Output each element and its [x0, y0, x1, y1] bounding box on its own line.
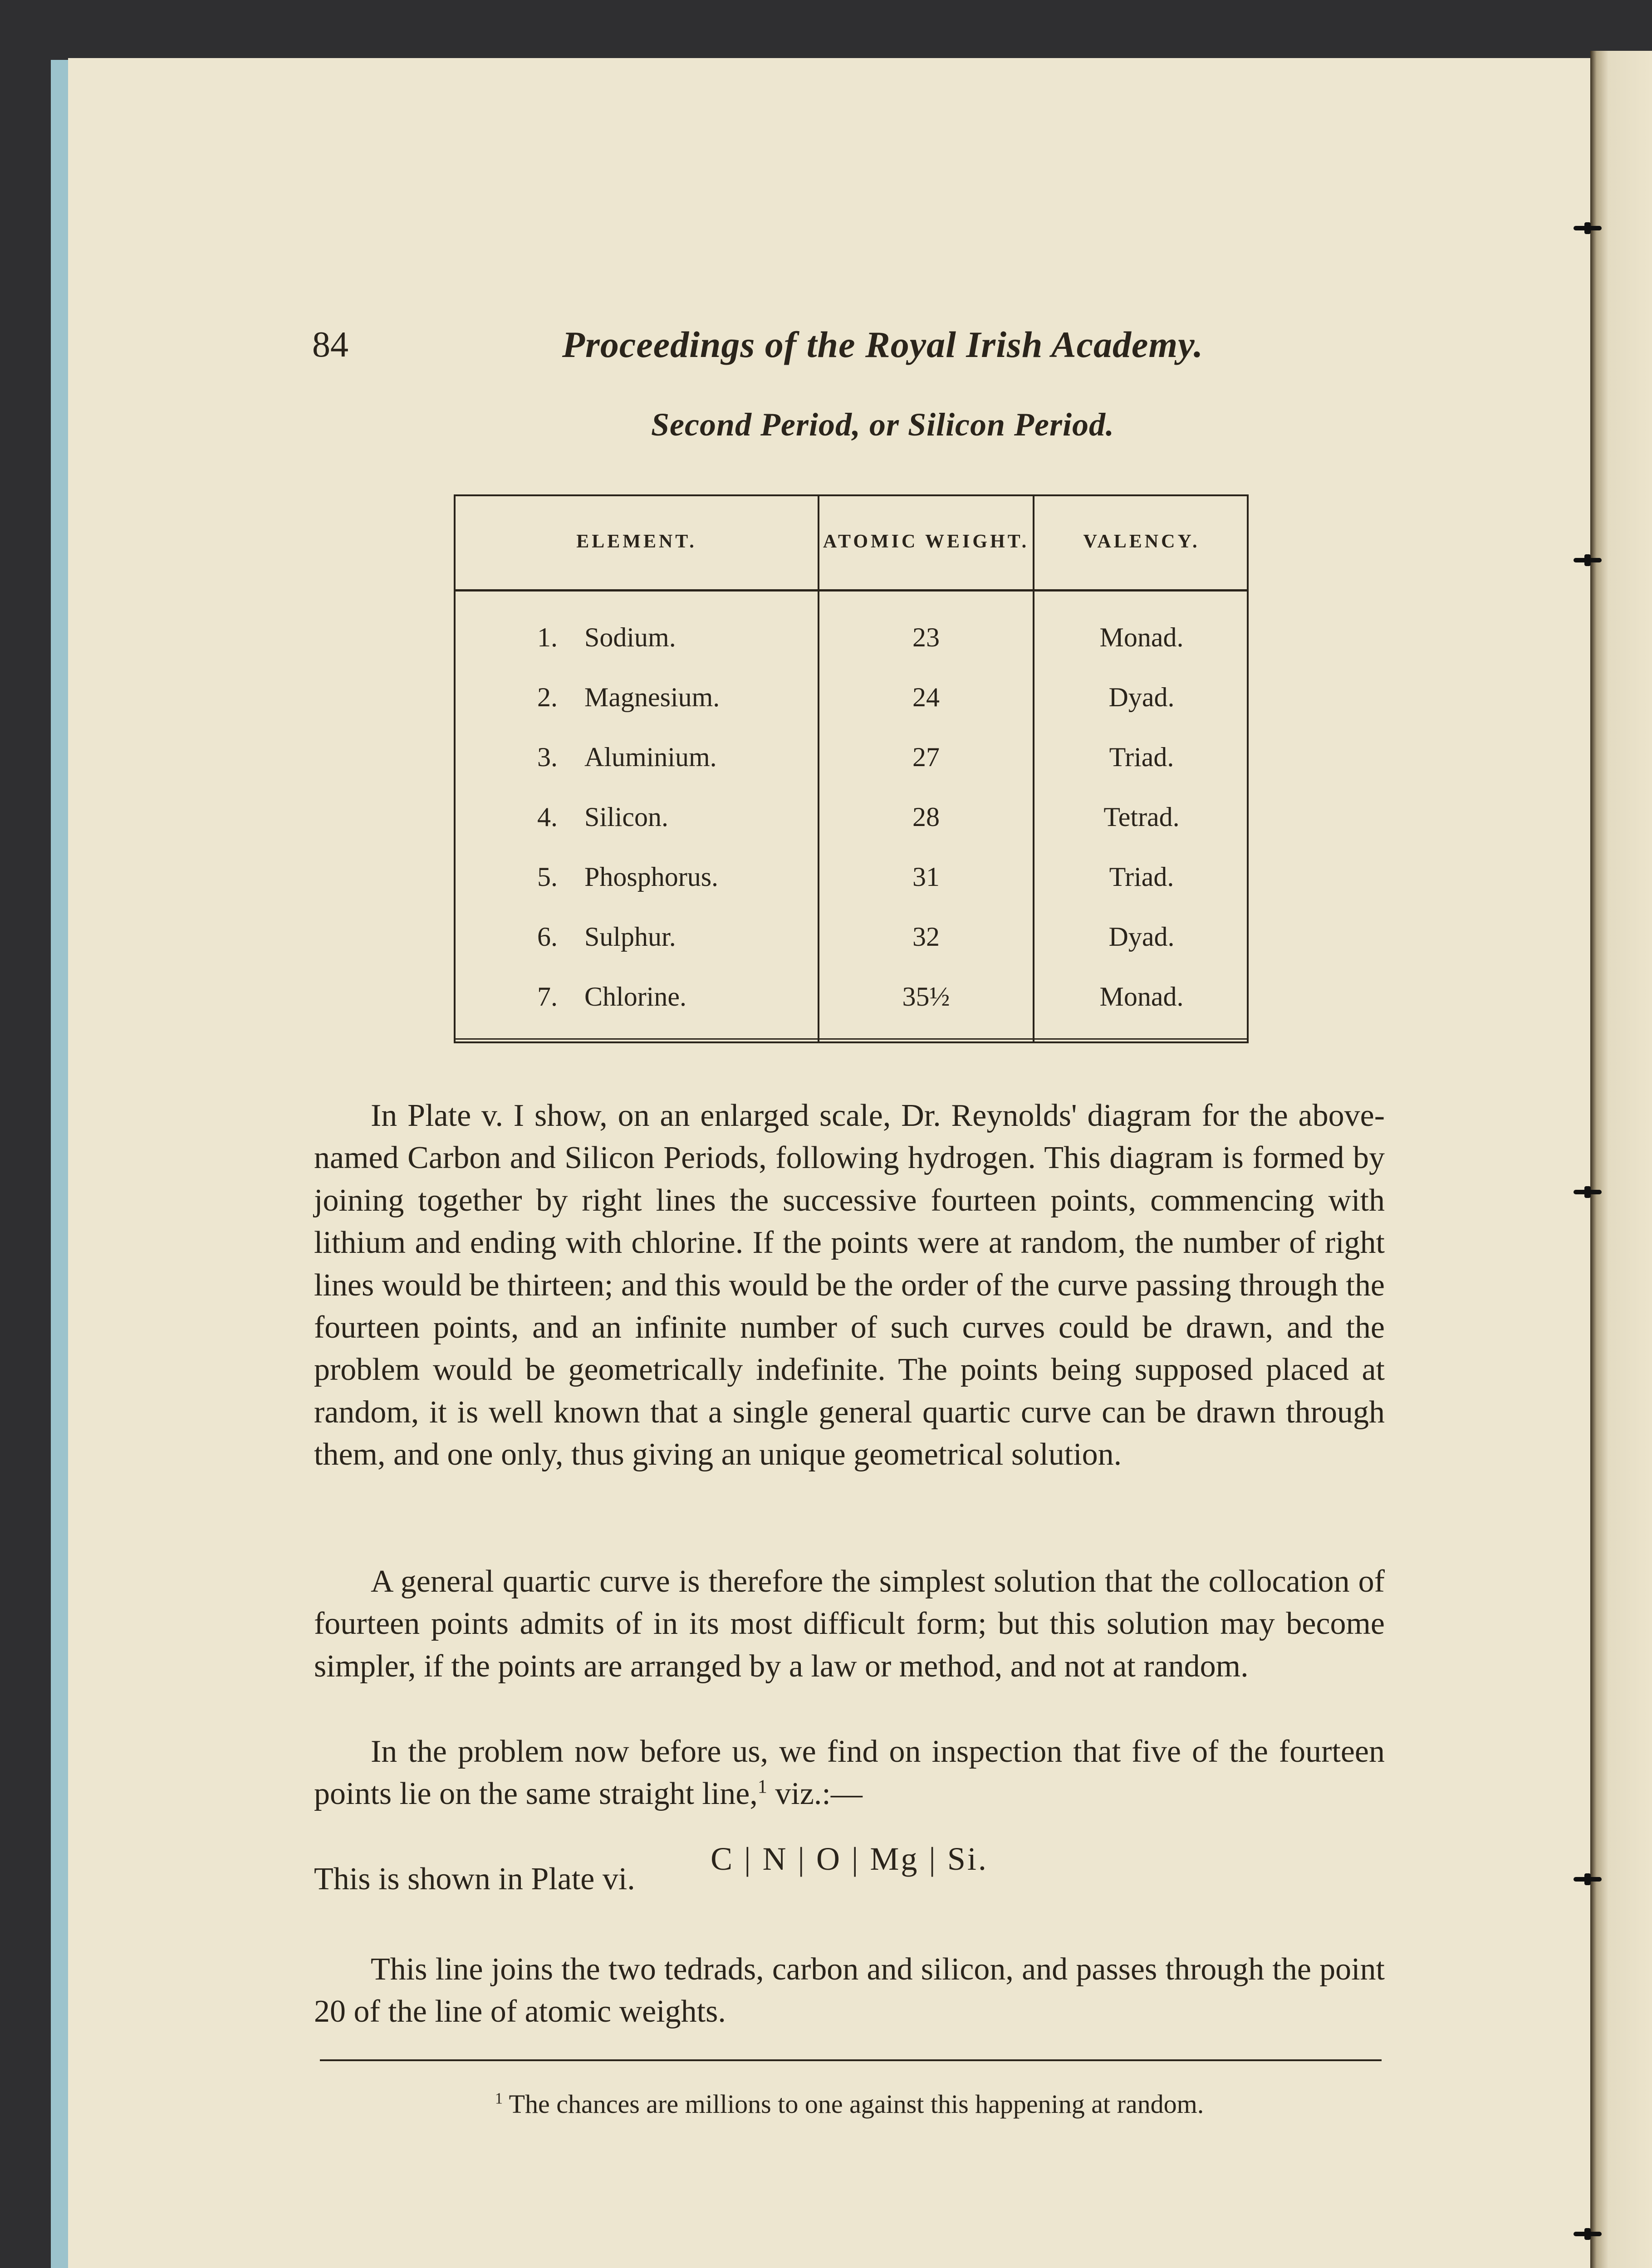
- element-name: Sulphur.: [584, 922, 676, 952]
- valency: Monad.: [1099, 622, 1184, 652]
- paragraph-straight-line: [314, 1730, 1385, 1815]
- elements-table: [454, 494, 1249, 1043]
- footnote-reference: 1: [757, 1777, 767, 1798]
- spine-edge: [51, 60, 70, 2268]
- header-rule: [456, 589, 818, 591]
- footnote-text: The chances are millions to one against this happening at random.: [503, 2089, 1204, 2119]
- table-row: [456, 907, 1247, 967]
- valency: Monad.: [1099, 982, 1184, 1012]
- facing-page-edge: [1590, 51, 1652, 2268]
- binding-stitch: [1574, 222, 1602, 234]
- table-row: [456, 967, 1247, 1026]
- element-name: Sodium.: [584, 622, 676, 652]
- valency: Dyad.: [1108, 922, 1175, 952]
- paragraph-plate-six: This is shown in Plate vi.: [314, 1862, 635, 1897]
- row-number: 4.: [537, 802, 558, 832]
- atomic-weight: 32: [912, 922, 940, 952]
- footnote-rule: [320, 2059, 1382, 2061]
- table-bottom-rule: [456, 1038, 1247, 1040]
- binding-stitch: [1574, 1186, 1602, 1198]
- element-name: Silicon.: [584, 802, 669, 832]
- element-line-formula: C | N | O | Mg | Si.: [711, 1841, 988, 1877]
- atomic-weight: 23: [912, 622, 940, 652]
- paragraph-plate-five: In Plate v. I show, on an enlarged scale, Dr. Reynolds' diagram for the above-named Carbon and Silicon Periods, following hydrogen. This diagram is formed by joining together by right lines the successive fourteen points, commencing with lithium and ending with chlorine. If the points were at random, the number of right lines would be thirteen; and this would be the order of the curve passing through the fourteen points, and an infinite number of such curves could be drawn, and the problem would be geometrically indefinite. The points being supposed placed at random, it is well known that a single general quartic curve can be drawn through them, and one only, thus giving an unique geometrical solution.: [314, 1098, 1385, 1472]
- paragraph-tetrads: This line joins the two tedrads, carbon and silicon, and passes through the point 20 of the line of atomic weights.: [314, 1952, 1385, 2029]
- binding-stitch: [1574, 1873, 1602, 1885]
- element-name: Aluminium.: [584, 742, 717, 772]
- row-number: 3.: [537, 742, 558, 772]
- page-number: 84: [312, 325, 348, 365]
- valency: Dyad.: [1108, 682, 1175, 712]
- element-name: Phosphorus.: [584, 862, 719, 892]
- element-name: Magnesium.: [584, 682, 720, 712]
- column-header-valency: VALENCY.: [1083, 531, 1200, 552]
- valency: Triad.: [1109, 862, 1174, 892]
- table-row: [456, 787, 1247, 847]
- row-number: 5.: [537, 862, 558, 892]
- header-rule: [1034, 589, 1249, 591]
- atomic-weight: 28: [912, 802, 940, 832]
- row-number: 2.: [537, 682, 558, 712]
- table-row: [456, 607, 1247, 667]
- row-number: 6.: [537, 922, 558, 952]
- row-number: 7.: [537, 982, 558, 1012]
- paragraph-text: viz.:—: [767, 1776, 863, 1812]
- page-header: [0, 320, 1652, 370]
- header-rule: [819, 589, 1033, 591]
- valency: Tetrad.: [1103, 802, 1180, 832]
- section-title: Second Period, or Silicon Period.: [651, 406, 1114, 443]
- atomic-weight: 27: [912, 742, 940, 772]
- table-row: [456, 667, 1247, 727]
- binding-stitch: [1574, 554, 1602, 566]
- atomic-weight: 24: [912, 682, 940, 712]
- paragraph-text: In the problem now before us, we find on inspection that five of the fourteen points lie on the same straight line,: [314, 1734, 1385, 1812]
- binding-stitch: [1574, 2228, 1602, 2240]
- atomic-weight: 31: [912, 862, 940, 892]
- column-header-element: ELEMENT.: [576, 531, 697, 552]
- table-row: [456, 727, 1247, 787]
- column-header-atomic-weight: ATOMIC WEIGHT.: [823, 531, 1029, 552]
- table-row: [456, 847, 1247, 907]
- running-title: Proceedings of the Royal Irish Academy.: [562, 324, 1204, 365]
- element-name: Chlorine.: [584, 982, 686, 1012]
- atomic-weight: 35½: [902, 982, 950, 1012]
- footnote: [314, 2089, 1385, 2119]
- row-number: 1.: [537, 622, 558, 652]
- footnote-marker: 1: [495, 2089, 503, 2107]
- paragraph-quartic-curve: A general quartic curve is therefore the simplest solution that the collocation of fourteen points admits of in its most difficult form; but this solution may become simpler, if the points are arranged by a law or method, and not at random.: [314, 1564, 1385, 1684]
- valency: Triad.: [1109, 742, 1174, 772]
